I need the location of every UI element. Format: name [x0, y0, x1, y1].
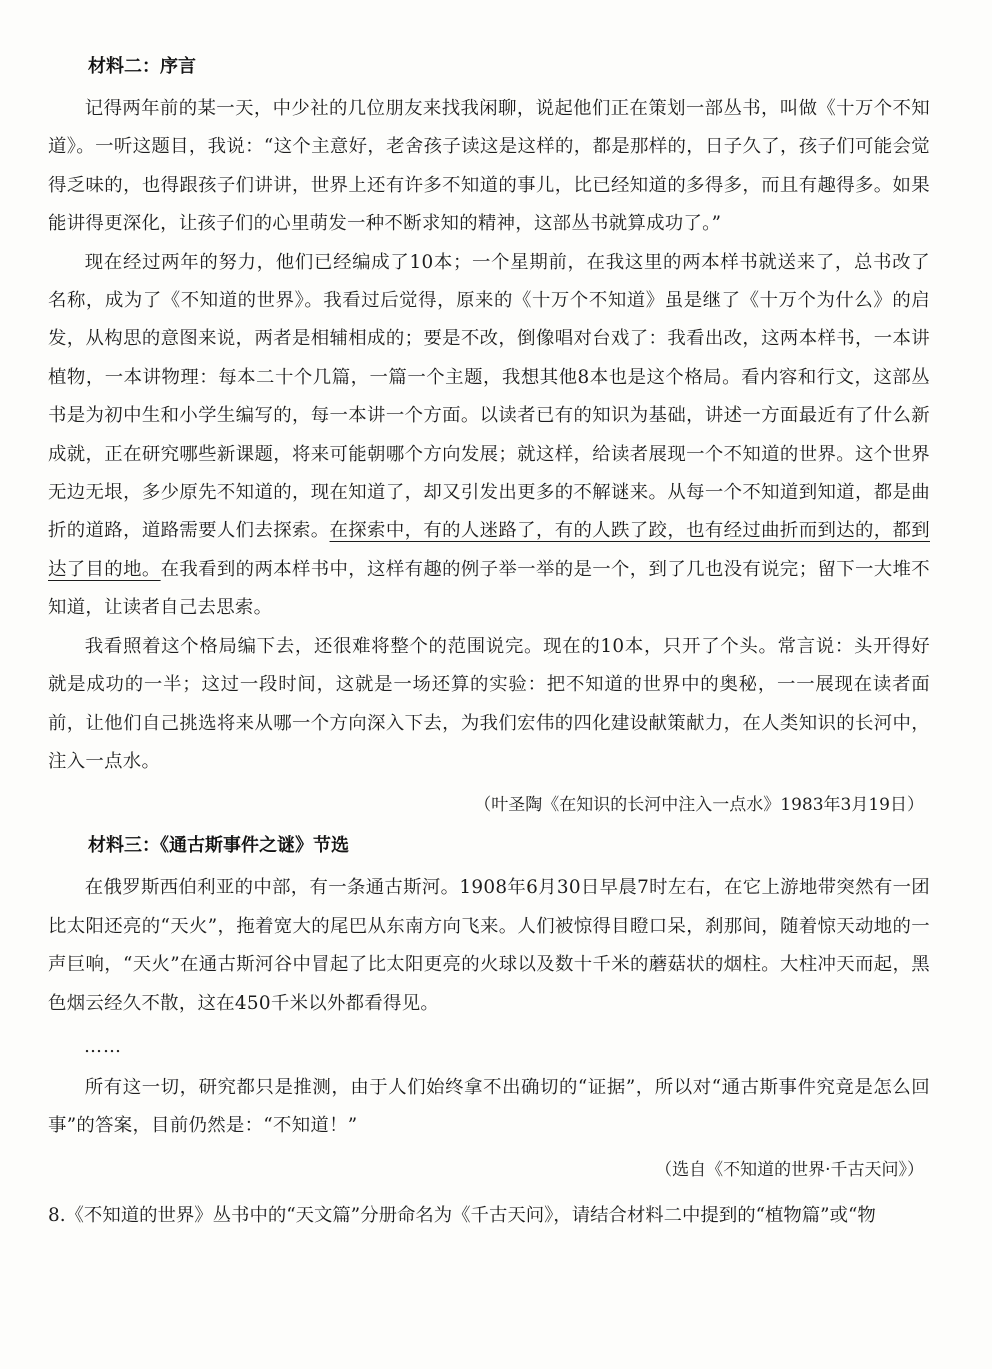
material-3-source: （选自《不知道的世界·千古天问》） [655, 1159, 924, 1180]
material-2-heading: 材料二：序言 [88, 56, 196, 77]
material-2-source: （叶圣陶《在知识的长河中注入一点水》1983年3月19日） [474, 795, 924, 816]
material-2-paragraph-3: 我看照着这个格局编下去，还很难将整个的范围说完。现在的10本，只开了个头。常言说：头开得好就是成功的一半；这过一段时间，这就是一场还算的实验：把不知道的世界中的奥秘，一一展现在读者面前，让他们自己挑选将来从哪一个方向深入下去，为我们宏伟的四化建设献策献力，在人类知识的长河中，注入一点水。 [48, 635, 930, 772]
material-3-heading: 材料三：《通古斯事件之谜》节选 [88, 835, 349, 857]
material-3-paragraph-1: 在俄罗斯西伯利亚的中部，有一条通古斯河。1908年6月30日早晨7时左右，在它上游地带突然有一团比太阳还亮的“天火”，拖着宽大的尾巴从东南方向飞来。人们被惊得目瞪口呆，刹那间，随着惊天动地的一声巨响，“天火”在通古斯河谷中冒起了比太阳更亮的火球以及数十千米的蘑菇状的烟柱。大柱冲天而起，黑色烟云经久不散，这在450千米以外都看得见。 [48, 877, 930, 1014]
question-8: 8.《不知道的世界》丛书中的“天文篇”分册命名为《千古天问》，请结合材料二中提到的“植物篇”或“物 [48, 1204, 876, 1226]
material-2 [48, 50, 930, 825]
material-2-paragraph-2 [48, 244, 930, 628]
material-3 [48, 829, 930, 1189]
material-3-paragraph-2: 所有这一切，研究都只是推测，由于人们始终拿不出确切的“证据”，所以对“通古斯事件究竟是怎么回事”的答案，目前仍然是：“不知道！” [48, 1076, 930, 1137]
material-2-paragraph-2-body: 现在经过两年的努力，他们已经编成了10本；一个星期前，在我这里的两本样书就送来了，总书改了名称，成为了《不知道的世界》。我看过后觉得，原来的《十万个不知道》虽是继了《十万个为什么》的启发，从构思的意图来说，两者是相辅相成的；要是不改，倒像唱对台戏了：我看出改，这两本样书，一本讲植物，一本讲物理：每本二十个几篇，一篇一个主题，我想其他8本也是这个格局。看内容和行文，这部丛书是为初中生和小学生编写的，每一本讲一个方面。以读者已有的知识为基础，讲述一方面最近有了什么新成就，正在研究哪些新课题，将来可能朝哪个方向发展；就这样，给读者展现一个不知道的世界。这个世界无边无垠，多少原先不知道的，现在知道了，却又引发出更多的不解谜来。从每一个不知道到知道，都是曲折的道路，道路需要人们去探索。 [48, 251, 930, 542]
underlined-sentence: 在探索中，有的人迷路了，有的人跌了跤，也有经过曲折而到达的，都到达了目的地。 [48, 520, 930, 580]
material-2-paragraph-2-tail: 在我看到的两本样书中，这样有趣的例子举一举的是一个，到了几也没有说完；留下一大堆不知道，让读者自己去思索。 [48, 558, 930, 619]
ellipsis: …… [84, 1035, 122, 1057]
material-2-paragraph-1: 记得两年前的某一天，中少社的几位朋友来找我闲聊，说起他们正在策划一部丛书，叫做《十万个不知道》。一听这题目，我说：“这个主意好，老舍孩子读这是这样的，都是那样的，日子久了，孩子们可能会觉得乏味的，也得跟孩子们讲讲，世界上还有许多不知道的事儿，比已经知道的多得多，而且有趣得多。如果能讲得更深化，让孩子们的心里萌发一种不断求知的精神，这部丛书就算成功了。” [48, 98, 930, 235]
